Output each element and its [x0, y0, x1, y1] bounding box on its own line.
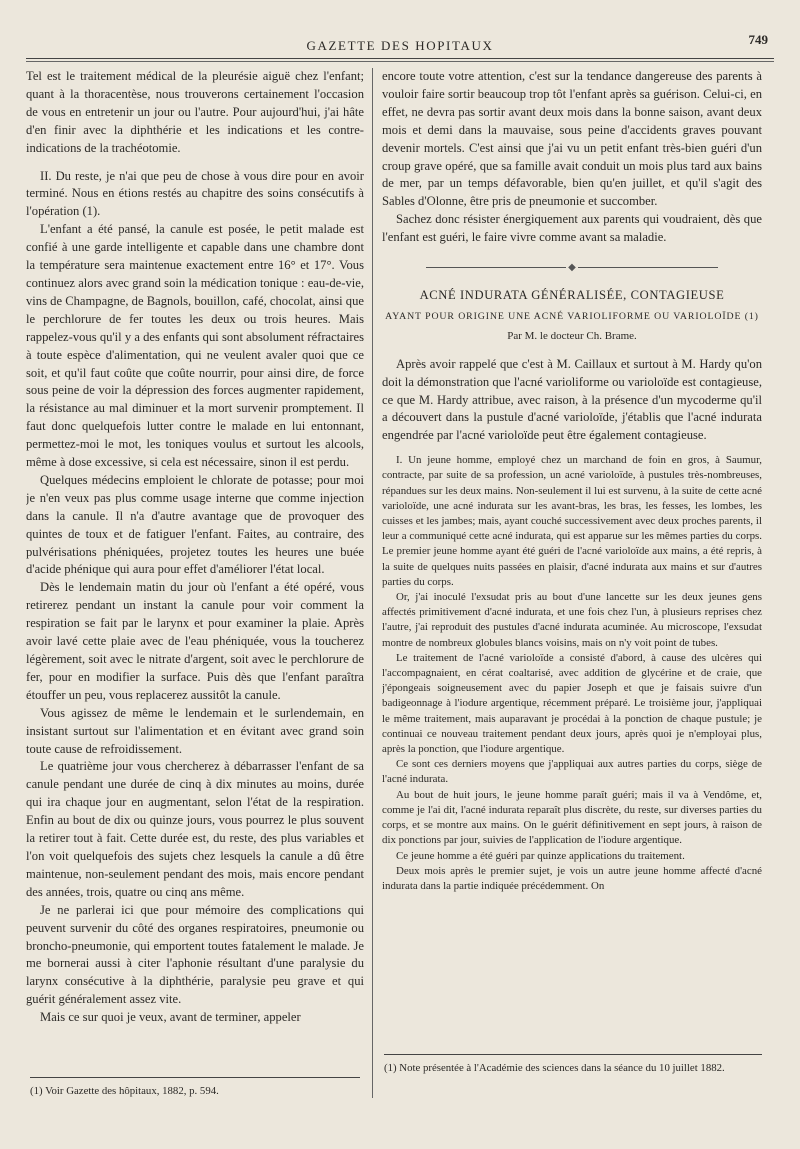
section-ornament: ◆	[382, 259, 762, 277]
left-column	[26, 68, 364, 1068]
footnote: (1) Voir Gazette des hôpitaux, 1882, p. 594.	[30, 1085, 219, 1097]
paragraph: Or, j'ai inoculé l'exsudat pris au bout d'une lancette sur les deux jeunes gens affectés primitivement d'acné indurata, et une fois chez l'un, à plusieurs reprises chez l'autre, j'ai reproduit des pustules d'acné indurata acuminée. Au microscope, l'exsudat montre de nombreux globules blancs voisins, mais on n'y voit point de tubes.	[382, 591, 762, 649]
paragraph: Sachez donc résister énergiquement aux parents qui voudraient, dès que l'enfant est guéri, le faire vivre comme avant sa maladie.	[382, 212, 762, 245]
paragraph: Ce jeune homme a été guéri par quinze applications du traitement.	[396, 849, 685, 862]
paragraph: Le quatrième jour vous chercherez à débarrasser l'enfant de sa canule pendant une durée de cinq à dix minutes au moins, durée qui ira chaque jour en augmentant, selon l'état de la respiration. Enfin au bout de dix ou quinze jours, vous pourrez le plus souvent la retirer tout à fait. Cette durée est, du reste, des plus variables et l'on voit quelquefois des sujets chez lesquels la canule a dû être maintenue, non-seulement pendant des mois, mais encore pendant des années, trois, quatre ou cinq ans même.	[26, 759, 364, 899]
article-author: Par M. le docteur Ch. Brame.	[507, 329, 637, 342]
article-lead: Après avoir rappelé que c'est à M. Caillaux et surtout à M. Hardy qu'on doit la démonstration que l'acné varioliforme ou varioloïde est contagieuse, ce que M. Hardy attribue, avec raison, à la présence d'un mycoderme qu'il a découvert dans la pustule d'acné varioloïde, j'établis que l'acné indurata engendrée par l'acné varioloïde peut être également contagieuse.	[382, 356, 762, 443]
paragraph: Tel est le traitement médical de la pleurésie aiguë chez l'enfant; quant à la thoracentèse, nous trouverons certainement l'occasion de vous en entretenir un jour ou l'autre. Pour aujourd'hui, j'ai hâte d'en finir avec la diphthérie et les indications et les contre-indications de la trachéotomie.	[26, 69, 364, 155]
header-rule-secondary	[26, 61, 774, 62]
paragraph: Dès le lendemain matin du jour où l'enfant a été opéré, vous retirerez pendant un instant la canule pour voir comment la respiration se fait par le larynx et pour examiner la plaie. Après avoir lavé cette plaie avec de l'eau phéniquée, vous la toucherez légèrement, soit avec le nitrate d'argent, soit avec le perchlorure de fer, pour en modifier la surface. Puis dès que l'enfant paraîtra étouffer un peu, vous replacerez aussitôt la canule.	[26, 580, 364, 702]
paragraph: Ce sont ces derniers moyens que j'appliquai aux autres parties du corps, siège de l'acné indurata.	[382, 758, 762, 786]
right-footnote-block	[384, 1054, 762, 1075]
paragraph: Quelques médecins emploient le chlorate de potasse; pour moi je n'en veux pas plus comme usage interne que comme injection dans la canule. Il n'a d'autre avantage que de provoquer des quintes de toux et de fatiguer l'enfant. Faites, au contraire, des pulvérisations phéniquées, projetez toutes les heures une buée d'acide phénique qui aura pour effet d'améliorer l'état local.	[26, 472, 364, 577]
paragraph: Au bout de huit jours, le jeune homme paraît guéri; mais il va à Vendôme, et, comme je l'ai dit, l'acné indurata reparaît plus discrète, du reste, sur diverses parties du corps, et se montre aux mains. On le guérit définitivement en sept jours, à raison de dix ponctions par jour, suivies de l'application de l'iodure argentique.	[382, 788, 762, 847]
article-body	[382, 453, 762, 894]
article-title: ACNÉ INDURATA GÉNÉRALISÉE, CONTAGIEUSE	[419, 287, 725, 302]
paragraph: Le traitement de l'acné varioloïde a consisté d'abord, à cause des ulcères qui l'accompagnaient, en cérat coaltarisé, avec addition de glycérine et de craie, que j'épongeais soigneusement avec du papier Joseph et que je faisais suivre d'un badigeonnage à l'iodure argentique, récemment préparé. Le troisième jour, j'appliquai le même traitement, mais auparavant je procédai à la ponction de chaque pustule; je continuai ce nouveau traitement pendant deux jours, après quoi je n'employai plus, après la ponction, que l'iodure argentique.	[382, 651, 762, 756]
page-header	[20, 30, 780, 60]
paragraph: Je ne parlerai ici que pour mémoire des complications qui peuvent survenir du côté des organes respiratoires, pneumonie ou broncho-pneumonie, qui emportent toutes fatalement le malade. Je me bornerai aussi à citer l'aphonie résultant d'une paralysie du larynx consécutive à la diphthérie, paralysie peu grave et qui guérit généralement assez vite.	[26, 902, 364, 1007]
paragraph: Vous agissez de même le lendemain et le surlendemain, en insistant surtout sur l'alimentation et en évitant avec grand soin toute cause de refroidissement.	[26, 705, 364, 756]
paragraph: Mais ce sur quoi je veux, avant de terminer, appeler	[40, 1010, 301, 1025]
paragraph: L'enfant a été pansé, la canule est posée, le petit malade est confié à une garde intelligente et capable dans une chambre dont la température sera maintenue exactement entre 16° et 17°. Vous continuez alors avec grand soin la médication tonique : eau-de-vie, vins de Champagne, de Bagnols, bouillon, café, chocolat, ainsi que le perchlorure de fer toutes les deux ou trois heures. Mais rappelez-vous qu'il y a des enfants qui sont absolument réfractaires à toute espèce d'alimentation, qui ne veulent avaler quoi que ce soit, et qu'il faut coûte que coûte nourrir, pour ainsi dire, de force sous peine de voir la dépression des forces augmenter rapidement, la résistance au mal diminuer et la mort survenir promptement. Il faut donc quelquefois lutter contre le malade en lui entonnant, permettez-moi le mot, les toniques voulus et surtout les alcools, même à dose excessive, si cela est nécessaire, sinon il est perdu.	[26, 222, 364, 470]
footnote: (1) Note présentée à l'Académie des sciences dans la séance du 10 juillet 1882.	[384, 1062, 725, 1074]
paragraph: Deux mois après le premier sujet, je vois un autre jeune homme affecté d'acné indurata dans la partie indiquée précédemment. On	[382, 864, 762, 892]
paragraph: encore toute votre attention, c'est sur la tendance dangereuse des parents à vouloir faire sortir beaucoup trop tôt l'enfant après sa guérison. Celui-ci, en effet, ne devra pas sortir avant deux mois dans la bonne saison, avant deux mois et demi dans la mauvaise, sous peine d'accidents graves pouvant devenir mortels. C'est ainsi que j'ai vu un petit enfant très-bien guéri d'un croup grave opéré, que sa famille avait conduit un mois plus tard aux bains de mer, par un temps défavorable, bien qu'en juillet, et qu'il s'agit des Sables d'Olonne, être pris de pneumonie et succomber.	[382, 69, 762, 209]
article-subtitle: AYANT POUR ORIGINE UNE ACNÉ VARIOLIFORME OU VARIOLOÏDE (1)	[385, 310, 759, 322]
page-number: 749	[748, 32, 768, 47]
right-column	[382, 68, 762, 1068]
paragraph: II. Du reste, je n'ai que peu de chose à vous dire pour en avoir terminé. Nous en étions restés au chapitre des soins consécutifs à l'opération (1).	[26, 168, 364, 219]
running-head: GAZETTE DES HOPITAUX	[306, 38, 494, 53]
left-footnote-block	[30, 1077, 360, 1098]
paragraph: I. Un jeune homme, employé chez un marchand de foin en gros, à Saumur, contracte, par suite de sa profession, un acné varioloïde, à pustules très-nombreuses, répandues sur les deux mains. Non-seulement il lui est survenu, à la suite de cette acné varioloïde, une acné indurata sur les avant-bras, les bras, les fesses, les lombes, les cuisses et les jambes; mais, ayant couché successivement avec deux proches parents, il leur a communiqué cette acné indurata, qui est apparue sur les mêmes parties du corps. Le premier jeune homme ayant été guéri de l'acné varioloïde aux mains, a été repris, à la suite de quelques nuits passées en plaisir, d'acné indurata aux mains et sur d'autres parties du corps.	[382, 454, 762, 588]
footnote-rule	[384, 1054, 762, 1055]
column-divider	[372, 68, 373, 1098]
header-rule	[26, 58, 774, 59]
footnote-rule	[30, 1077, 360, 1078]
